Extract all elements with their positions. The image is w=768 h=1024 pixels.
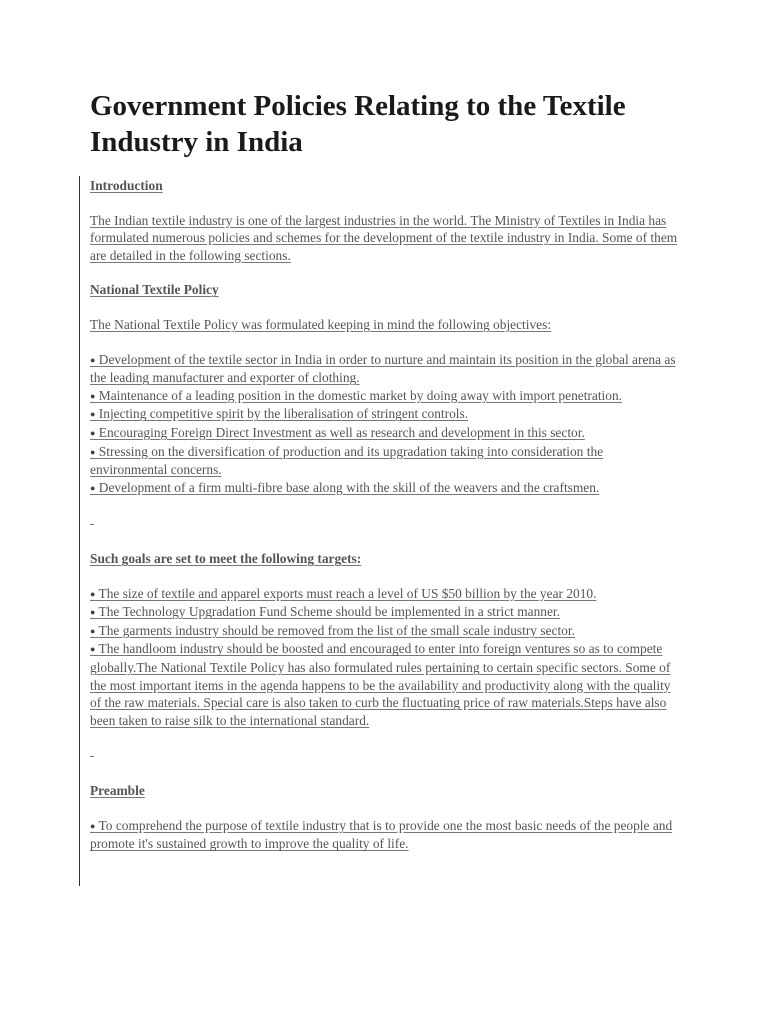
blank-line [90,729,680,747]
list-item [90,479,680,498]
preamble-list [90,817,680,853]
bullet-dot-icon: ● [90,446,96,457]
preamble-heading-text: Preamble [90,783,145,799]
list-item [90,640,680,729]
ntp-lead-text: The National Textile Policy was formulated keeping in mind the following objectives: [90,316,552,332]
document-body [90,177,680,853]
list-item [90,424,680,443]
list-item [90,405,680,424]
list-item [90,622,680,641]
introduction-heading-text: Introduction [90,178,163,193]
section-heading-national-textile-policy [90,281,680,299]
left-border-rule [79,176,80,886]
list-item [90,585,680,604]
bullet-dot-icon: ● [90,390,96,401]
targets-list [90,585,680,730]
list-item-text: The size of textile and apparel exports must reach a level of US $50 billion by the year 2010. [98,585,597,601]
bullet-dot-icon: ● [90,427,96,438]
underline-dash [90,756,94,757]
bullet-dot-icon: ● [90,588,96,599]
blank-line [90,497,680,515]
ntp-objectives-list [90,351,680,498]
ntp-heading-text: National Textile Policy [90,282,219,298]
bullet-dot-icon: ● [90,354,96,365]
list-item [90,351,680,387]
list-item-text: To comprehend the purpose of textile industry that is to provide one the most basic needs of the people and promote it's sustained growth to improve the quality of life. [90,817,673,852]
list-item-text: The garments industry should be removed from the list of the small scale industry sector. [98,622,575,638]
targets-heading-text: Such goals are set to meet the following targets: [90,551,362,567]
section-heading-preamble [90,782,680,800]
list-item-text: Development of a firm multi-fibre base along with the skill of the weavers and the craftsmen. [98,479,600,495]
bullet-dot-icon: ● [90,607,96,618]
list-item [90,817,680,853]
list-item-text: Injecting competitive spirit by the liberalisation of stringent controls. [98,406,469,422]
section-heading-targets [90,550,680,568]
list-item-text: Stressing on the diversification of production and its upgradation taking into consideration the environmental concerns. [90,443,604,478]
bullet-dot-icon: ● [90,482,96,493]
list-item-text: Encouraging Foreign Direct Investment as well as research and development in this sector. [98,424,585,440]
underline-dash [90,524,94,525]
list-item-text: The Technology Upgradation Fund Scheme should be implemented in a strict manner. [98,604,560,620]
bullet-dot-icon: ● [90,625,96,636]
list-item-text: Maintenance of a leading position in the domestic market by doing away with import penetration. [98,387,623,403]
bullet-dot-icon: ● [90,409,96,420]
list-item [90,443,680,479]
empty-underlined-line [90,515,680,533]
empty-underlined-line [90,747,680,765]
section-heading-introduction [90,177,680,195]
ntp-lead-paragraph [90,316,680,334]
blank-line [90,765,680,783]
list-item [90,387,680,406]
bullet-dot-icon: ● [90,820,96,831]
list-item-text: Development of the textile sector in India in order to nurture and maintain its position in the global arena as the leading manufacturer and exporter of clothing. [90,351,676,386]
introduction-text: The Indian textile industry is one of the largest industries in the world. The Ministry of Textiles in India has formulated numerous policies and schemes for the development of the textile industry in India. Some of them are detailed in the following sections. [90,212,678,263]
list-item [90,603,680,622]
introduction-paragraph [90,212,680,265]
page-title: Government Policies Relating to the Textile Industry in India [90,90,626,158]
blank-line [90,533,680,551]
bullet-dot-icon: ● [90,644,96,655]
list-item-text: The handloom industry should be boosted and encouraged to enter into foreign ventures so as to compete globally.The National Textile Policy has also formulated rules pertaining to certain specific sectors. Some of the most important items in the agenda happens to be the availability and productivity along with the quality of the raw materials. Special care is also taken to curb the fluctuating price of raw materials.Steps have also been taken to raise silk to the international standard. [90,641,671,728]
